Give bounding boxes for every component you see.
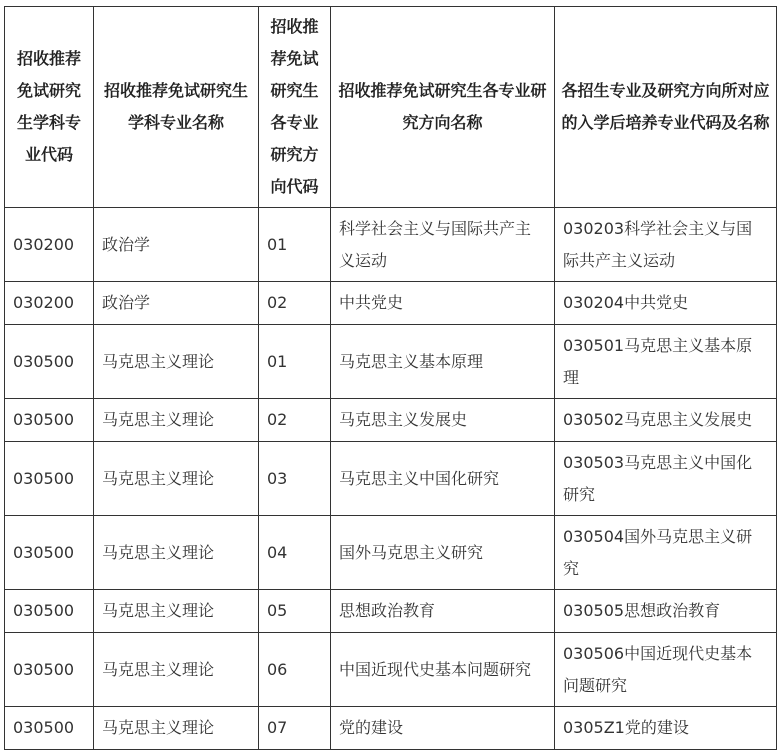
cell-direction-code: 02 bbox=[259, 282, 331, 325]
cell-direction-name: 马克思主义基本原理 bbox=[331, 325, 555, 399]
header-direction-name: 招收推荐免试研究生各专业研究方向名称 bbox=[331, 7, 555, 208]
header-direction-code: 招收推荐免试研究生各专业研究方向代码 bbox=[259, 7, 331, 208]
cell-training-major: 030203科学社会主义与国际共产主义运动 bbox=[555, 208, 777, 282]
table-row bbox=[5, 442, 777, 516]
table-row bbox=[5, 590, 777, 633]
cell-direction-name: 马克思主义中国化研究 bbox=[331, 442, 555, 516]
cell-training-major: 0305Z1党的建设 bbox=[555, 707, 777, 750]
cell-direction-code: 02 bbox=[259, 399, 331, 442]
cell-major-name: 马克思主义理论 bbox=[94, 325, 259, 399]
cell-major-code: 030500 bbox=[5, 633, 94, 707]
cell-major-name: 马克思主义理论 bbox=[94, 707, 259, 750]
cell-direction-name: 党的建设 bbox=[331, 707, 555, 750]
cell-direction-name: 国外马克思主义研究 bbox=[331, 516, 555, 590]
cell-major-code: 030500 bbox=[5, 325, 94, 399]
cell-training-major: 030502马克思主义发展史 bbox=[555, 399, 777, 442]
cell-major-code: 030500 bbox=[5, 516, 94, 590]
cell-major-name: 马克思主义理论 bbox=[94, 442, 259, 516]
cell-major-name: 马克思主义理论 bbox=[94, 590, 259, 633]
cell-training-major: 030504国外马克思主义研究 bbox=[555, 516, 777, 590]
cell-direction-code: 01 bbox=[259, 325, 331, 399]
cell-major-code: 030500 bbox=[5, 707, 94, 750]
header-row bbox=[5, 7, 777, 208]
table-row bbox=[5, 325, 777, 399]
cell-major-code: 030200 bbox=[5, 282, 94, 325]
cell-major-code: 030500 bbox=[5, 399, 94, 442]
cell-direction-name: 中共党史 bbox=[331, 282, 555, 325]
cell-direction-code: 04 bbox=[259, 516, 331, 590]
cell-direction-name: 马克思主义发展史 bbox=[331, 399, 555, 442]
header-major-code: 招收推荐免试研究生学科专业代码 bbox=[5, 7, 94, 208]
cell-direction-name: 中国近现代史基本问题研究 bbox=[331, 633, 555, 707]
cell-direction-code: 01 bbox=[259, 208, 331, 282]
cell-major-name: 政治学 bbox=[94, 282, 259, 325]
cell-major-name: 马克思主义理论 bbox=[94, 633, 259, 707]
cell-major-code: 030200 bbox=[5, 208, 94, 282]
cell-training-major: 030204中共党史 bbox=[555, 282, 777, 325]
cell-major-code: 030500 bbox=[5, 442, 94, 516]
cell-training-major: 030501马克思主义基本原理 bbox=[555, 325, 777, 399]
cell-direction-code: 05 bbox=[259, 590, 331, 633]
cell-training-major: 030503马克思主义中国化研究 bbox=[555, 442, 777, 516]
table-row bbox=[5, 282, 777, 325]
cell-direction-name: 科学社会主义与国际共产主义运动 bbox=[331, 208, 555, 282]
table-row bbox=[5, 516, 777, 590]
table-row bbox=[5, 707, 777, 750]
header-training-major: 各招生专业及研究方向所对应的入学后培养专业代码及名称 bbox=[555, 7, 777, 208]
cell-direction-code: 03 bbox=[259, 442, 331, 516]
table-row bbox=[5, 399, 777, 442]
cell-major-name: 马克思主义理论 bbox=[94, 516, 259, 590]
cell-direction-name: 思想政治教育 bbox=[331, 590, 555, 633]
cell-major-name: 马克思主义理论 bbox=[94, 399, 259, 442]
cell-direction-code: 07 bbox=[259, 707, 331, 750]
cell-direction-code: 06 bbox=[259, 633, 331, 707]
cell-training-major: 030505思想政治教育 bbox=[555, 590, 777, 633]
cell-major-code: 030500 bbox=[5, 590, 94, 633]
admissions-table bbox=[4, 6, 777, 750]
cell-major-name: 政治学 bbox=[94, 208, 259, 282]
header-major-name: 招收推荐免试研究生学科专业名称 bbox=[94, 7, 259, 208]
table-row bbox=[5, 633, 777, 707]
table-row bbox=[5, 208, 777, 282]
cell-training-major: 030506中国近现代史基本问题研究 bbox=[555, 633, 777, 707]
